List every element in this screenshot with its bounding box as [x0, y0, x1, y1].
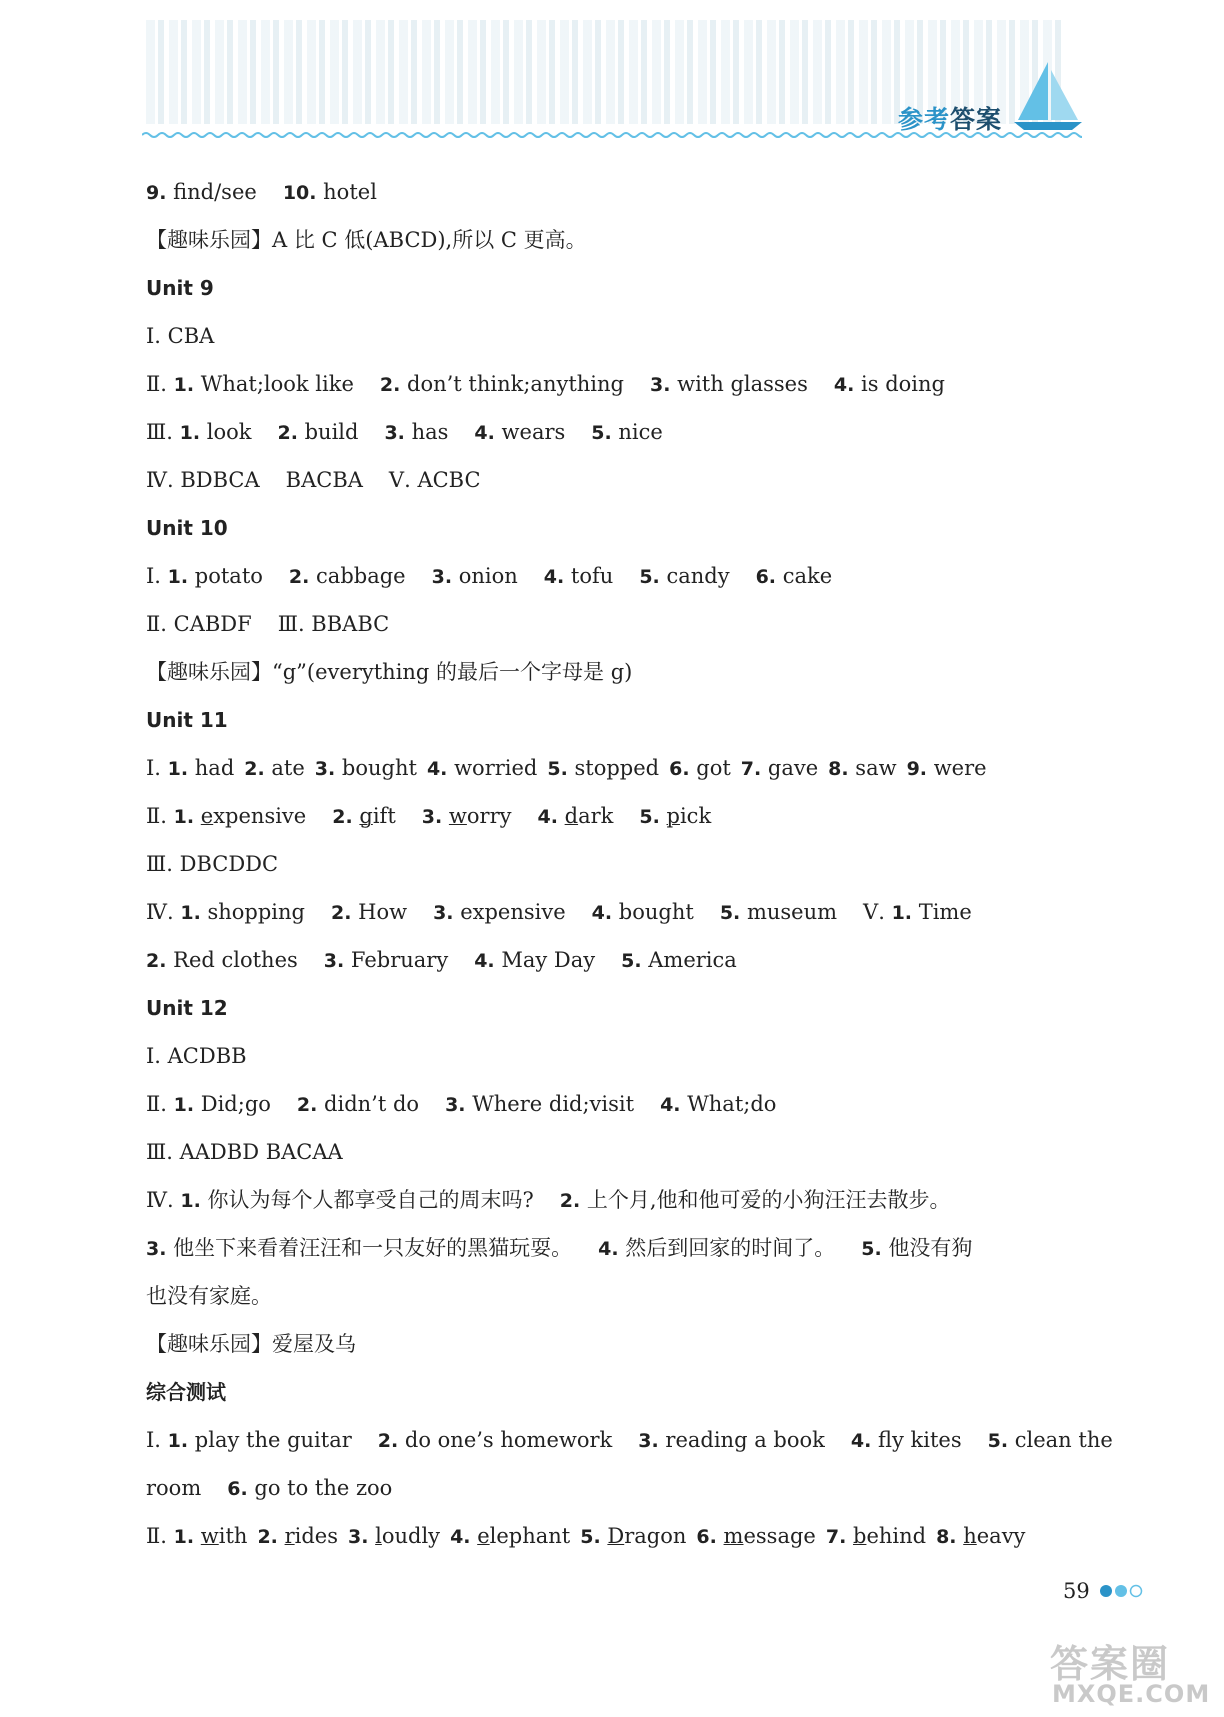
- item-number: 3.: [421, 806, 443, 828]
- item-number: 4.: [426, 758, 448, 780]
- answer-text: had: [188, 756, 235, 780]
- answer-text: 【趣味乐园】爱屋及乌: [146, 1332, 356, 1356]
- answer-text: 他坐下来看着汪汪和一只友好的黑猫玩耍。: [166, 1236, 573, 1260]
- answer-line: [146, 988, 1086, 1036]
- item-number: 3.: [146, 1238, 167, 1260]
- answer-line: [146, 796, 1086, 844]
- answer-line: [146, 268, 1086, 316]
- underlined-letter: w: [200, 1524, 219, 1548]
- answer-line: [146, 220, 1086, 268]
- answer-text: expensive: [453, 900, 566, 924]
- item-number: 3.: [323, 950, 345, 972]
- item-number: 5.: [719, 902, 741, 924]
- item-number: 5.: [547, 758, 568, 780]
- underlined-letter: e: [477, 1524, 490, 1548]
- item-number: 4.: [833, 374, 855, 396]
- answer-text: bought: [612, 900, 694, 924]
- item-number: 6.: [227, 1478, 248, 1500]
- item-number: 2.: [244, 758, 265, 780]
- item-number: 2.: [377, 1430, 399, 1452]
- answer-text: What;do: [680, 1092, 777, 1116]
- answer-text: ift: [372, 804, 396, 828]
- answer-text: Ⅰ. ACDBB: [146, 1044, 247, 1068]
- answer-text: do one’s homework: [398, 1428, 613, 1452]
- underlined-letter: D: [607, 1524, 625, 1548]
- answer-text: 【趣味乐园】“g”(everything 的最后一个字母是 g): [146, 660, 633, 684]
- answer-text: [194, 1524, 201, 1548]
- answer-line: [146, 1468, 1086, 1516]
- item-number: 6.: [755, 566, 777, 588]
- answer-text: eavy: [976, 1524, 1026, 1548]
- answer-text: shopping: [200, 900, 305, 924]
- answer-line: [146, 940, 1086, 988]
- answer-text: saw: [848, 756, 897, 780]
- answer-text: 也没有家庭。: [146, 1284, 272, 1308]
- answer-text: [194, 804, 201, 828]
- item-number: 4.: [450, 1526, 471, 1548]
- item-number: 1.: [167, 566, 189, 588]
- answer-text: reading a book: [658, 1428, 825, 1452]
- item-number: 1.: [179, 422, 201, 444]
- answer-text: xpensive: [213, 804, 307, 828]
- answer-text: Ⅳ.: [146, 900, 181, 924]
- watermark-logo: 答案圈: [1050, 1642, 1171, 1686]
- section-heading: Unit 12: [146, 996, 228, 1020]
- underlined-letter: l: [375, 1524, 382, 1548]
- answer-text: room: [146, 1476, 202, 1500]
- item-number: 8.: [936, 1526, 957, 1548]
- item-number: 2.: [559, 1190, 581, 1212]
- section-heading: Unit 10: [146, 516, 228, 540]
- answer-text: [442, 804, 449, 828]
- answer-text: cake: [776, 564, 833, 588]
- item-number: 1.: [180, 1190, 201, 1212]
- item-number: 2.: [277, 422, 298, 444]
- answer-text: ragon: [624, 1524, 687, 1548]
- answer-text: 他没有狗: [881, 1236, 973, 1260]
- answer-line: [146, 1180, 1086, 1228]
- item-number: 2.: [296, 1094, 318, 1116]
- answer-text: Ⅳ.: [146, 1188, 181, 1212]
- underlined-letter: g: [359, 804, 373, 828]
- item-number: 2.: [257, 1526, 278, 1548]
- answer-text: Ⅴ.: [863, 900, 892, 924]
- answer-text: ehind: [866, 1524, 927, 1548]
- item-number: 6.: [669, 758, 690, 780]
- answer-line: [146, 316, 1086, 364]
- answer-text: don’t think;anything: [400, 372, 624, 396]
- answer-text: [660, 804, 667, 828]
- answer-text: Ⅱ. CABDF: [146, 612, 252, 636]
- underlined-letter: m: [723, 1524, 744, 1548]
- header-title-part2: 答案: [950, 105, 1003, 134]
- wave-divider: [142, 131, 1082, 139]
- underlined-letter: w: [448, 804, 467, 828]
- underlined-letter: r: [284, 1524, 295, 1548]
- item-number: 5.: [621, 950, 642, 972]
- answer-text: gave: [761, 756, 819, 780]
- item-number: 1.: [173, 1094, 195, 1116]
- page-dots-icon: [1099, 1584, 1143, 1598]
- header-title-part1: 参考: [898, 105, 951, 134]
- item-number: 9.: [906, 758, 928, 780]
- answer-line: [146, 1036, 1086, 1084]
- answer-line: [146, 892, 1086, 940]
- watermark-url: MXQE.COM: [1052, 1680, 1211, 1708]
- item-number: 3.: [348, 1526, 369, 1548]
- answer-line: [146, 1132, 1086, 1180]
- item-number: 1.: [173, 1526, 195, 1548]
- item-number: 5.: [987, 1430, 1009, 1452]
- answer-text: oudly: [381, 1524, 441, 1548]
- answer-text: What;look like: [194, 372, 354, 396]
- item-number: 4.: [591, 902, 613, 924]
- item-number: 2.: [332, 806, 353, 828]
- answer-text: Did;go: [194, 1092, 271, 1116]
- answer-text: [717, 1524, 724, 1548]
- item-number: 2.: [379, 374, 401, 396]
- answer-line: [146, 844, 1086, 892]
- answer-line: [146, 172, 1086, 220]
- answer-text: Ⅳ. BDBCA: [146, 468, 260, 492]
- answer-text: BACBA: [285, 468, 363, 492]
- underlined-letter: h: [963, 1524, 977, 1548]
- answer-text: Ⅱ.: [146, 372, 174, 396]
- underlined-letter: b: [852, 1524, 867, 1548]
- answer-text: didn’t do: [317, 1092, 420, 1116]
- item-number: 9.: [146, 182, 167, 204]
- answer-text: lephant: [489, 1524, 571, 1548]
- answer-text: Ⅱ.: [146, 1092, 174, 1116]
- answer-text: play the guitar: [188, 1428, 352, 1452]
- item-number: 3.: [431, 566, 453, 588]
- answer-text: Ⅱ.: [146, 1524, 174, 1548]
- item-number: 4.: [474, 950, 495, 972]
- item-number: 3.: [384, 422, 405, 444]
- answer-line: [146, 556, 1086, 604]
- item-number: 3.: [638, 1430, 659, 1452]
- answer-text: candy: [659, 564, 730, 588]
- answer-text: go to the zoo: [247, 1476, 393, 1500]
- answer-text: tofu: [564, 564, 614, 588]
- answer-text: Ⅰ.: [146, 756, 168, 780]
- underlined-letter: p: [666, 804, 680, 828]
- answer-text: May Day: [494, 948, 596, 972]
- answer-text: look: [200, 420, 252, 444]
- underlined-letter: e: [200, 804, 214, 828]
- section-heading: Unit 9: [146, 276, 214, 300]
- answer-text: ick: [679, 804, 712, 828]
- item-number: 1.: [891, 902, 913, 924]
- answer-text: 你认为每个人都享受自己的周末吗?: [200, 1188, 534, 1212]
- answer-text: find/see: [166, 180, 257, 204]
- item-number: 2.: [331, 902, 352, 924]
- answer-text: nice: [611, 420, 663, 444]
- answer-text: How: [351, 900, 408, 924]
- answer-text: essage: [743, 1524, 816, 1548]
- item-number: 3.: [433, 902, 454, 924]
- item-number: 4.: [850, 1430, 872, 1452]
- answer-text: 上个月,他和他可爱的小狗汪汪去散步。: [580, 1188, 951, 1212]
- answer-text: ate: [264, 756, 305, 780]
- item-number: 8.: [828, 758, 849, 780]
- answer-line: [146, 652, 1086, 700]
- item-number: 2.: [146, 950, 167, 972]
- answer-text: clean the: [1008, 1428, 1113, 1452]
- answer-text: with glasses: [670, 372, 808, 396]
- page-number: 59: [1063, 1579, 1090, 1603]
- answer-text: build: [297, 420, 359, 444]
- answer-text: [846, 1524, 853, 1548]
- answer-text: were: [927, 756, 987, 780]
- item-number: 1.: [167, 758, 189, 780]
- answer-line: [146, 700, 1086, 748]
- answer-text: ides: [294, 1524, 338, 1548]
- answer-text: wears: [494, 420, 566, 444]
- answer-line: [146, 1084, 1086, 1132]
- item-number: 1.: [180, 902, 201, 924]
- answer-text: Where did;visit: [465, 1092, 635, 1116]
- item-number: 4.: [543, 566, 565, 588]
- answer-line: [146, 412, 1086, 460]
- item-number: 5.: [591, 422, 612, 444]
- answer-text: museum: [740, 900, 838, 924]
- answer-text: February: [344, 948, 449, 972]
- answer-line: [146, 364, 1086, 412]
- item-number: 1.: [173, 374, 195, 396]
- answer-text: potato: [188, 564, 263, 588]
- underlined-letter: d: [564, 804, 579, 828]
- answer-text: 然后到回家的时间了。: [618, 1236, 836, 1260]
- item-number: 5.: [639, 566, 660, 588]
- answer-text: Ⅰ. CBA: [146, 324, 215, 348]
- answer-line: [146, 1276, 1086, 1324]
- section-heading: Unit 11: [146, 708, 228, 732]
- answer-text: Ⅲ. BBABC: [277, 612, 390, 636]
- answer-text: orry: [466, 804, 512, 828]
- answer-text: America: [641, 948, 737, 972]
- item-number: 2.: [288, 566, 310, 588]
- answer-text: fly kites: [871, 1428, 962, 1452]
- item-number: 4.: [474, 422, 495, 444]
- answer-text: Ⅲ. DBCDDC: [146, 852, 279, 876]
- item-number: 4.: [537, 806, 558, 828]
- answer-text: is doing: [854, 372, 945, 396]
- answer-text: 【趣味乐园】A 比 C 低(ABCD),所以 C 更高。: [146, 228, 587, 252]
- item-number: 1.: [167, 1430, 189, 1452]
- answer-text: hotel: [316, 180, 377, 204]
- item-number: 10.: [282, 182, 317, 204]
- item-number: 7.: [740, 758, 762, 780]
- answer-line: [146, 1420, 1113, 1468]
- item-number: 4.: [660, 1094, 681, 1116]
- answer-line: [146, 1516, 1086, 1564]
- answer-text: Time: [912, 900, 972, 924]
- item-number: 4.: [598, 1238, 619, 1260]
- item-number: 3.: [314, 758, 336, 780]
- item-number: 5.: [580, 1526, 601, 1548]
- answer-text: [558, 804, 565, 828]
- answer-text: onion: [452, 564, 518, 588]
- item-number: 7.: [825, 1526, 847, 1548]
- answer-line: [146, 508, 1086, 556]
- answer-text: Ⅲ.: [146, 420, 180, 444]
- answer-line: [146, 748, 1086, 796]
- answer-text: cabbage: [309, 564, 406, 588]
- item-number: 3.: [445, 1094, 466, 1116]
- sailboat-icon: [1012, 60, 1084, 132]
- item-number: 6.: [696, 1526, 717, 1548]
- answer-text: stopped: [567, 756, 660, 780]
- answer-text: worried: [447, 756, 538, 780]
- item-number: 5.: [861, 1238, 882, 1260]
- answer-text: Ⅴ. ACBC: [388, 468, 481, 492]
- answer-text: Ⅰ.: [146, 564, 168, 588]
- answer-text: Ⅰ.: [146, 1428, 168, 1452]
- answer-text: has: [404, 420, 449, 444]
- answer-line: [146, 1228, 1086, 1276]
- answer-text: Ⅱ.: [146, 804, 174, 828]
- answer-text: got: [689, 756, 731, 780]
- answer-line: [146, 1324, 1086, 1372]
- answer-line: [146, 604, 1086, 652]
- answer-line: [146, 460, 1086, 508]
- item-number: 5.: [639, 806, 660, 828]
- item-number: 3.: [649, 374, 671, 396]
- answer-text: Red clothes: [166, 948, 298, 972]
- answer-text: bought: [335, 756, 417, 780]
- answer-text: Ⅲ. AADBD BACAA: [146, 1140, 343, 1164]
- answer-text: ith: [218, 1524, 248, 1548]
- item-number: 1.: [173, 806, 195, 828]
- answer-text: [278, 1524, 285, 1548]
- section-heading: 综合测试: [146, 1380, 226, 1404]
- answer-line: [146, 1372, 1086, 1420]
- answer-text: ark: [578, 804, 614, 828]
- answer-content: [146, 172, 1113, 1564]
